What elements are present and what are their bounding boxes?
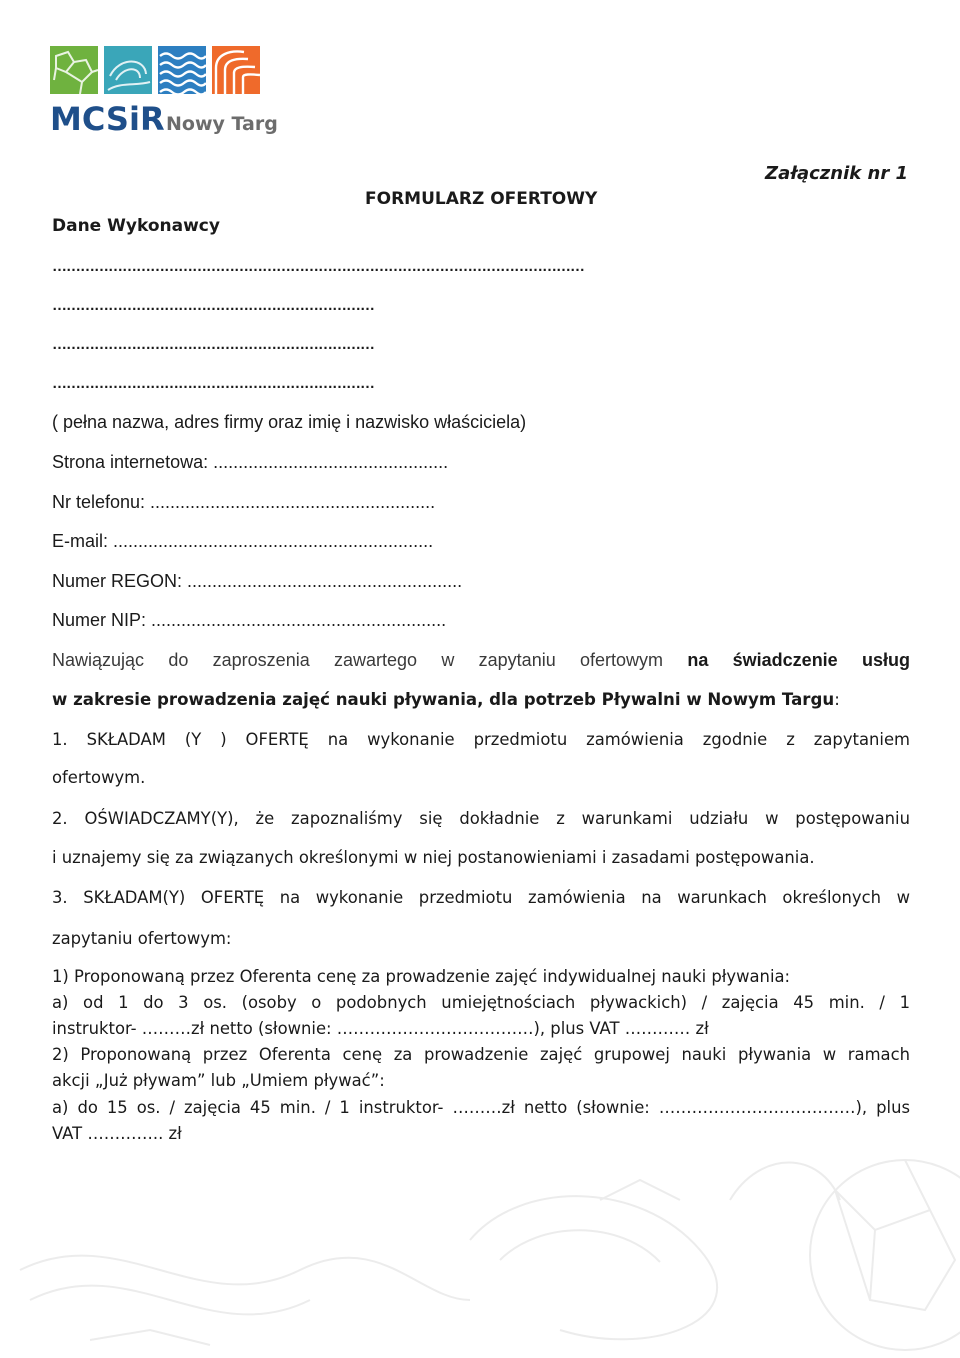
website-field: Strona internetowa: ...............................................	[52, 452, 449, 472]
intro-line-1	[52, 650, 910, 671]
intro-bold-line-2: w zakresie prowadzenia zajęć nauki pływania, dla potrzeb Pływalni w Nowym Targu	[52, 690, 835, 709]
contractor-heading: Dane Wykonawcy	[52, 216, 220, 236]
declaration-3-line-2: zapytaniu ofertowym:	[52, 929, 232, 948]
offer-2-title-line-2: akcji „Już pływam” lub „Umiem pływać”:	[52, 1071, 385, 1090]
declaration-3-line-1: 3. SKŁADAM(Y) OFERTĘ na wykonanie przedmiotu zamówienia na warunkach określonych w	[52, 888, 910, 907]
form-title: FORMULARZ OFERTOWY	[365, 189, 598, 209]
offer-1-title: 1) Proponowaną przez Oferenta cenę za prowadzenie zajęć indywidualnej nauki pływania:	[52, 967, 791, 986]
declaration-1-line-1: 1. SKŁADAM (Y ) OFERTĘ na wykonanie przedmiotu zamówienia zgodnie z zapytaniem	[52, 730, 910, 749]
intro-bold-text: na świadczenie usług	[687, 650, 910, 670]
offer-1a-line-2: instruktor- ………zł netto (słownie: ………………………………), plus VAT ………… zł	[52, 1019, 709, 1038]
contractor-dots-line-2: ……………………………………………………………	[52, 297, 374, 314]
contractor-dots-line-1: ……………………………………………………………………………………………………	[52, 258, 584, 275]
mcsir-logo	[50, 46, 290, 136]
declaration-1-line-2: ofertowym.	[52, 768, 146, 787]
phone-field: Nr telefonu: .........................................................	[52, 492, 436, 512]
offer-2a-line-1: a) do 15 os. / zajęcia 45 min. / 1 instruktor- ………zł netto (słownie: ………………………………), plus	[52, 1098, 910, 1117]
declaration-2-line-2: i uznajemy się za związanych określonymi w niej postanowieniami i zasadami postępowania.	[52, 848, 815, 867]
nip-field: Numer NIP: ...........................................................	[52, 610, 447, 630]
offer-2a-line-2: VAT ………….. zł	[52, 1124, 182, 1143]
contractor-dots-line-4: ……………………………………………………………	[52, 375, 374, 392]
declaration-2-line-1: 2. OŚWIADCZAMY(Y), że zapoznaliśmy się dokładnie z warunkami udziału w postępowaniu	[52, 809, 910, 828]
intro-plain-text: Nawiązując do zaproszenia zawartego w zapytaniu ofertowym	[52, 650, 664, 670]
regon-field: Numer REGON: .......................................................	[52, 571, 463, 591]
attachment-label: Załącznik nr 1	[765, 163, 908, 184]
intro-colon: :	[834, 690, 840, 709]
contractor-note: ( pełna nazwa, adres firmy oraz imię i nazwisko właściciela)	[52, 412, 527, 432]
offer-2-title-line-1: 2) Proponowaną przez Oferenta cenę za prowadzenie zajęć grupowej nauki pływania w ramach	[52, 1045, 910, 1064]
offer-1a-line-1: a) od 1 do 3 os. (osoby o podobnych umiejętnościach pływackich) / zajęcia 45 min. / 1	[52, 993, 910, 1012]
contractor-dots-line-3: ……………………………………………………………	[52, 336, 374, 353]
email-field: E-mail: ................................................................	[52, 531, 434, 551]
intro-line-2	[52, 690, 840, 709]
logo-brand-text: MCSiR	[50, 100, 165, 136]
logo-city-text: Nowy Targ	[166, 113, 278, 135]
